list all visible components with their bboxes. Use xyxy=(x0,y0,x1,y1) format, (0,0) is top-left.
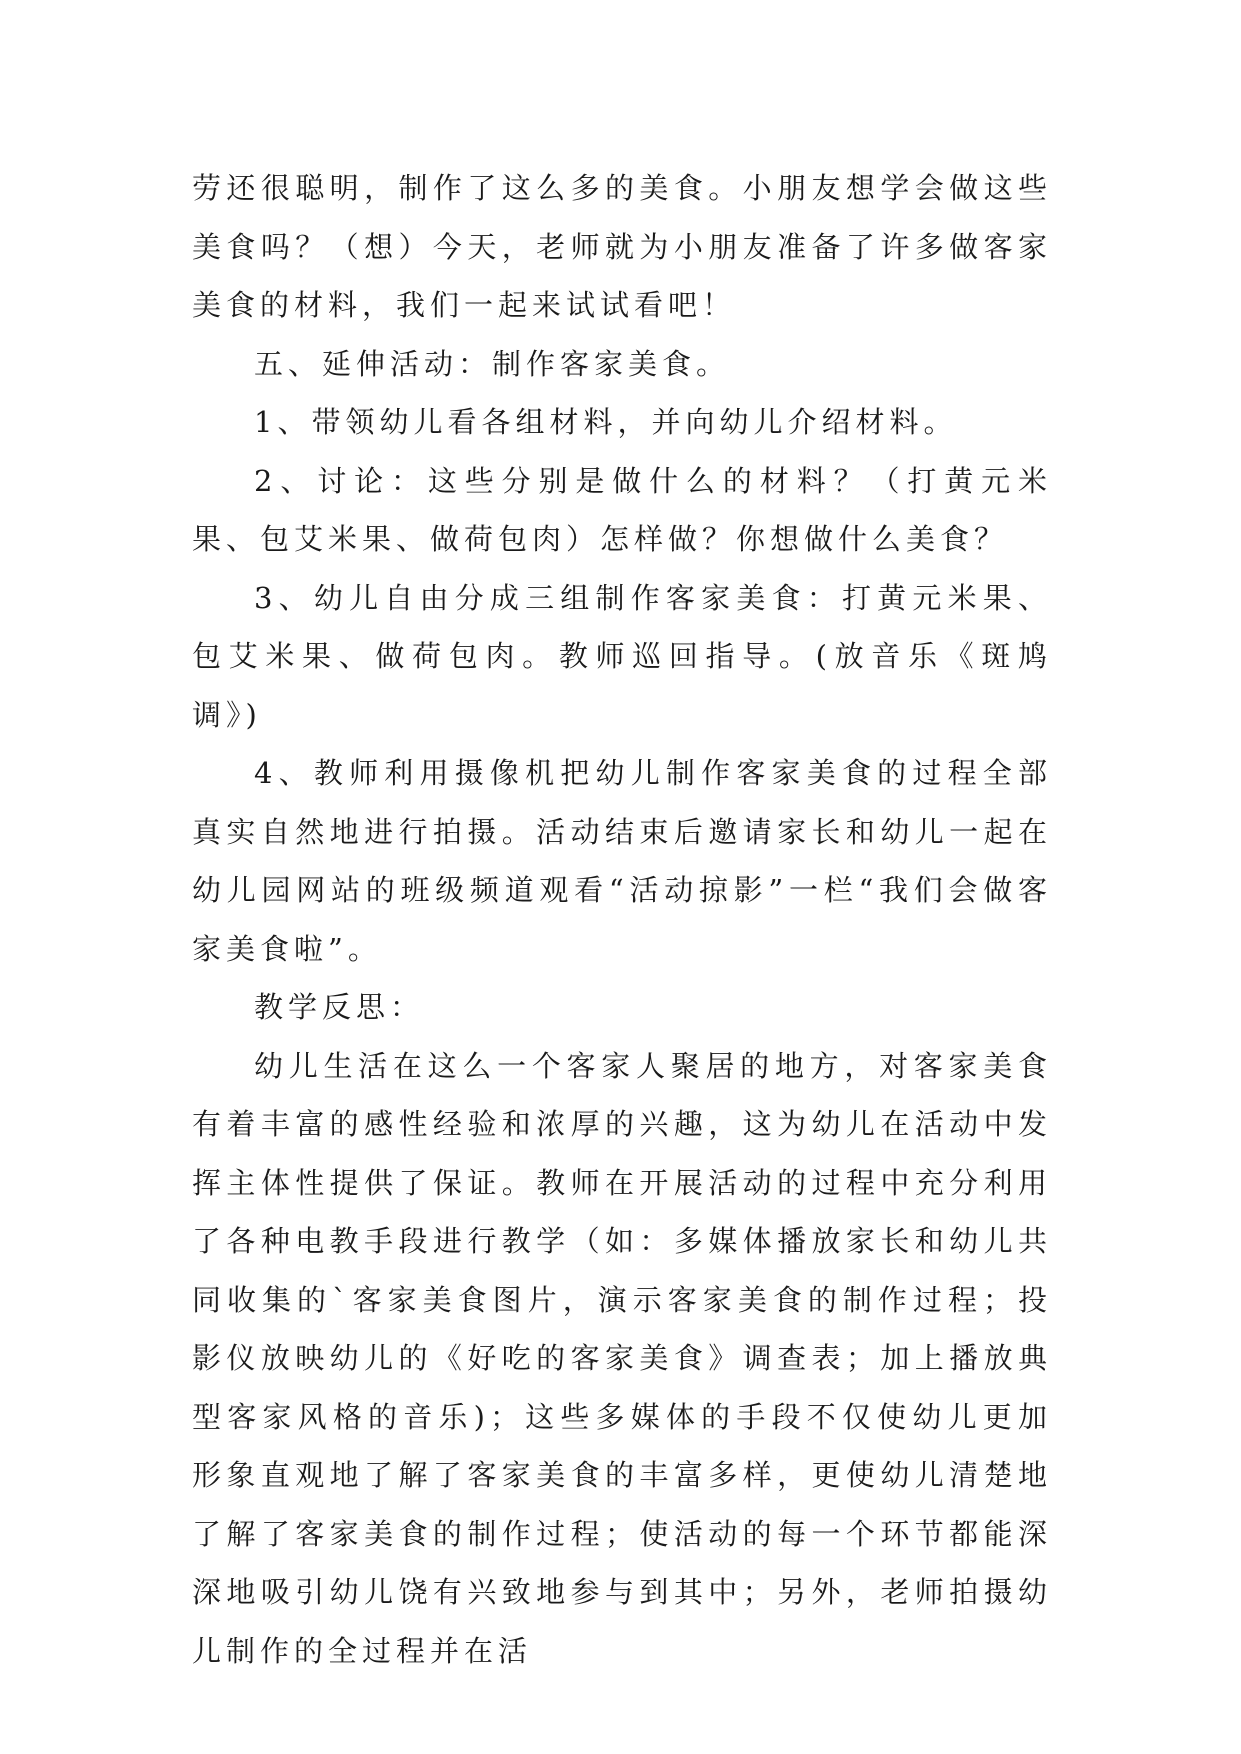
paragraph-step-2: 2、讨论：这些分别是做什么的材料？（打黄元米果、包艾米果、做荷包肉）怎样做？你想做什么美食？ xyxy=(192,463,1052,556)
heading-teaching-reflection: 教学反思： xyxy=(254,990,425,1024)
paragraph-step-1: 1、带领幼儿看各组材料，并向幼儿介绍材料。 xyxy=(254,405,958,439)
paragraph-section-five: 五、延伸活动：制作客家美食。 xyxy=(254,346,731,381)
document-body xyxy=(192,159,1052,1680)
paragraph-step-3: 3、幼儿自由分成三组制作客家美食：打黄元米果、包艾米果、做荷包肉。教师巡回指导。(放音乐《斑鸠调》) xyxy=(192,580,1052,732)
paragraph-continuation: 劳还很聪明，制作了这么多的美食。小朋友想学会做这些美食吗？（想）今天，老师就为小朋友准备了许多做客家美食的材料，我们一起来试试看吧！ xyxy=(192,171,1052,322)
paragraph-reflection: 幼儿生活在这么一个客家人聚居的地方，对客家美食有着丰富的感性经验和浓厚的兴趣，这为幼儿在活动中发挥主体性提供了保证。教师在开展活动的过程中充分利用了各种电教手段进行教学（如：多媒体播放家长和幼儿共同收集的`客家美食图片，演示客家美食的制作过程；投影仪放映幼儿的《好吃的客家美食》调查表；加上播放典型客家风格的音乐)；这些多媒体的手段不仅使幼儿更加形象直观地了解了客家美食的丰富多样，更使幼儿清楚地了解了客家美食的制作过程；使活动的每一个环节都能深深地吸引幼儿饶有兴致地参与到其中；另外，老师拍摄幼儿制作的全过程并在活 xyxy=(192,1048,1052,1668)
paragraph-step-4: 4、教师利用摄像机把幼儿制作客家美食的过程全部真实自然地进行拍摄。活动结束后邀请家长和幼儿一起在幼儿园网站的班级频道观看“活动掠影”一栏“我们会做客家美食啦”。 xyxy=(192,756,1052,966)
